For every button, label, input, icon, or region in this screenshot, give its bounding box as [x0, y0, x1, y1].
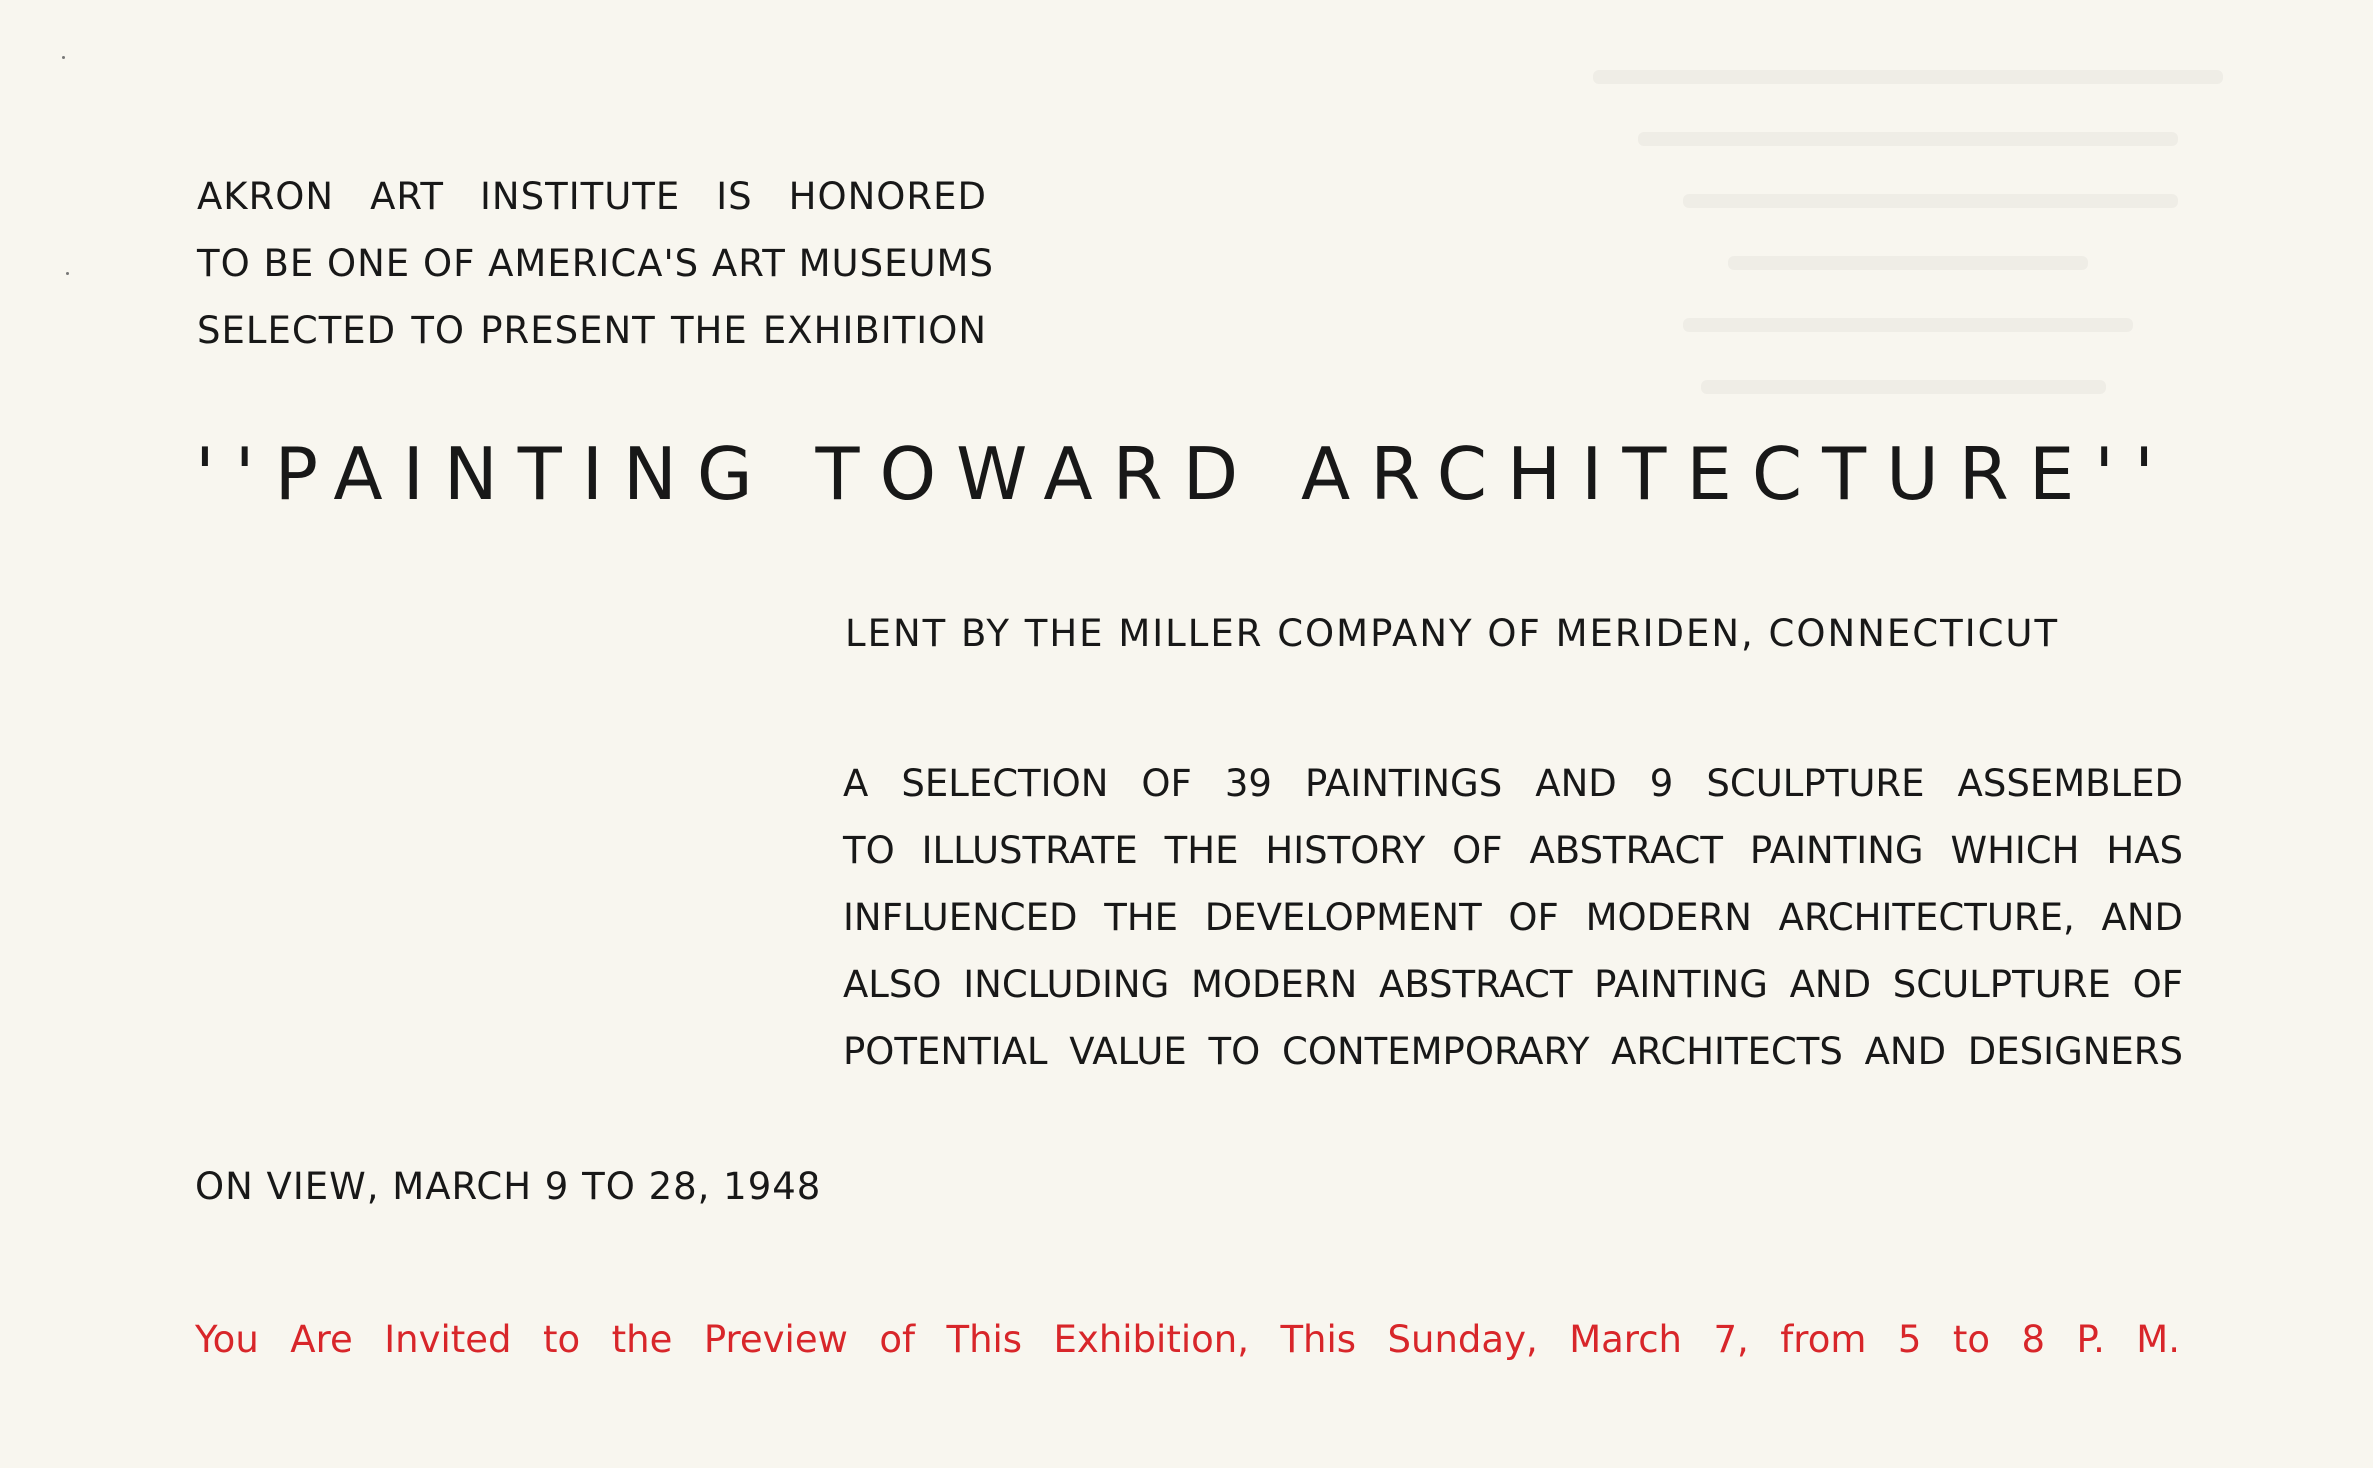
intro-line: TO BE ONE OF AMERICA'S ART MUSEUMS — [197, 242, 994, 285]
exhibition-title: ''PAINTING TOWARD ARCHITECTURE'' — [195, 432, 2174, 516]
exhibition-description — [843, 750, 2183, 1085]
lender-credit: LENT BY THE MILLER COMPANY OF MERIDEN, CONNECTICUT — [845, 612, 2060, 655]
description-line: POTENTIAL VALUE TO CONTEMPORARY ARCHITECTS AND DESIGNERS — [843, 1030, 2183, 1073]
description-line: INFLUENCED THE DEVELOPMENT OF MODERN ARCHITECTURE, AND — [843, 896, 2183, 939]
paper-speck — [62, 56, 65, 59]
description-line: TO ILLUSTRATE THE HISTORY OF ABSTRACT PAINTING WHICH HAS — [843, 829, 2183, 872]
description-line: A SELECTION OF 39 PAINTINGS AND 9 SCULPTURE ASSEMBLED — [843, 762, 2183, 805]
intro-line: SELECTED TO PRESENT THE EXHIBITION — [197, 309, 987, 352]
paper-speck — [66, 272, 69, 275]
description-line: ALSO INCLUDING MODERN ABSTRACT PAINTING AND SCULPTURE OF — [843, 963, 2183, 1006]
intro-line: AKRON ART INSTITUTE IS HONORED — [197, 175, 987, 218]
on-view-dates: ON VIEW, MARCH 9 TO 28, 1948 — [195, 1165, 822, 1208]
intro-statement — [197, 163, 997, 364]
preview-invitation: You Are Invited to the Preview of This Exhibition, This Sunday, March 7, from 5 to 8 P. M. — [195, 1318, 2180, 1361]
show-through-texture — [1413, 70, 2313, 630]
